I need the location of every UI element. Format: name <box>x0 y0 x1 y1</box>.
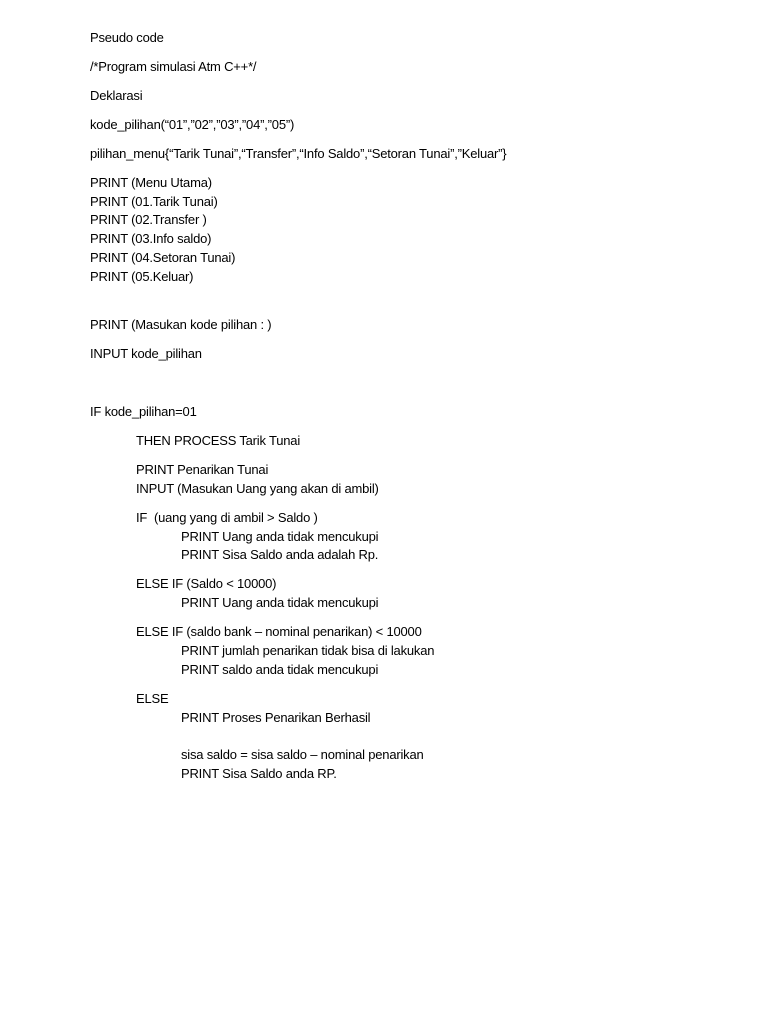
else-if-body-line: PRINT saldo anda tidak mencukupi <box>181 662 379 677</box>
inner-if-body-line: PRINT Uang anda tidak mencukupi <box>181 529 379 544</box>
menu-print-line: PRINT (03.Info saldo) <box>90 231 212 246</box>
else-if-body-line: PRINT Uang anda tidak mencukupi <box>181 595 379 610</box>
inner-if-line: IF (uang yang di ambil > Saldo ) <box>136 510 318 525</box>
else-body-line: PRINT Sisa Saldo anda RP. <box>181 766 337 781</box>
else-body-line: sisa saldo = sisa saldo – nominal penarikan <box>181 747 424 762</box>
doc-title: Pseudo code <box>90 30 164 45</box>
input-uang-line: INPUT (Masukan Uang yang akan di ambil) <box>136 481 379 496</box>
section-label: Deklarasi <box>90 88 143 103</box>
menu-print-line: PRINT (04.Setoran Tunai) <box>90 250 236 265</box>
inner-if-body-line: PRINT Sisa Saldo anda adalah Rp. <box>181 547 379 562</box>
menu-print-line: PRINT (01.Tarik Tunai) <box>90 194 218 209</box>
program-comment: /*Program simulasi Atm C++*/ <box>90 59 257 74</box>
else-if-line: ELSE IF (saldo bank – nominal penarikan) < 10000 <box>136 624 422 639</box>
print-penarikan-line: PRINT Penarikan Tunai <box>136 462 269 477</box>
else-if-line: ELSE IF (Saldo < 10000) <box>136 576 277 591</box>
pilihan-menu-declaration: pilihan_menu{“Tarik Tunai”,“Transfer”,“Info Saldo”,“Setoran Tunai”,”Keluar”} <box>90 146 507 161</box>
else-body-line: PRINT Proses Penarikan Berhasil <box>181 710 371 725</box>
prompt-print-line: PRINT (Masukan kode pilihan : ) <box>90 317 272 332</box>
menu-print-line: PRINT (05.Keluar) <box>90 269 194 284</box>
input-line: INPUT kode_pilihan <box>90 346 202 361</box>
if-condition-line: IF kode_pilihan=01 <box>90 404 197 419</box>
then-process-line: THEN PROCESS Tarik Tunai <box>136 433 301 448</box>
else-if-body-line: PRINT jumlah penarikan tidak bisa di lakukan <box>181 643 435 658</box>
kode-pilihan-declaration: kode_pilihan(“01”,”02”,”03”,”04”,”05”) <box>90 117 295 132</box>
menu-print-line: PRINT (Menu Utama) <box>90 175 212 190</box>
menu-print-line: PRINT (02.Transfer ) <box>90 212 207 227</box>
else-line: ELSE <box>136 691 169 706</box>
